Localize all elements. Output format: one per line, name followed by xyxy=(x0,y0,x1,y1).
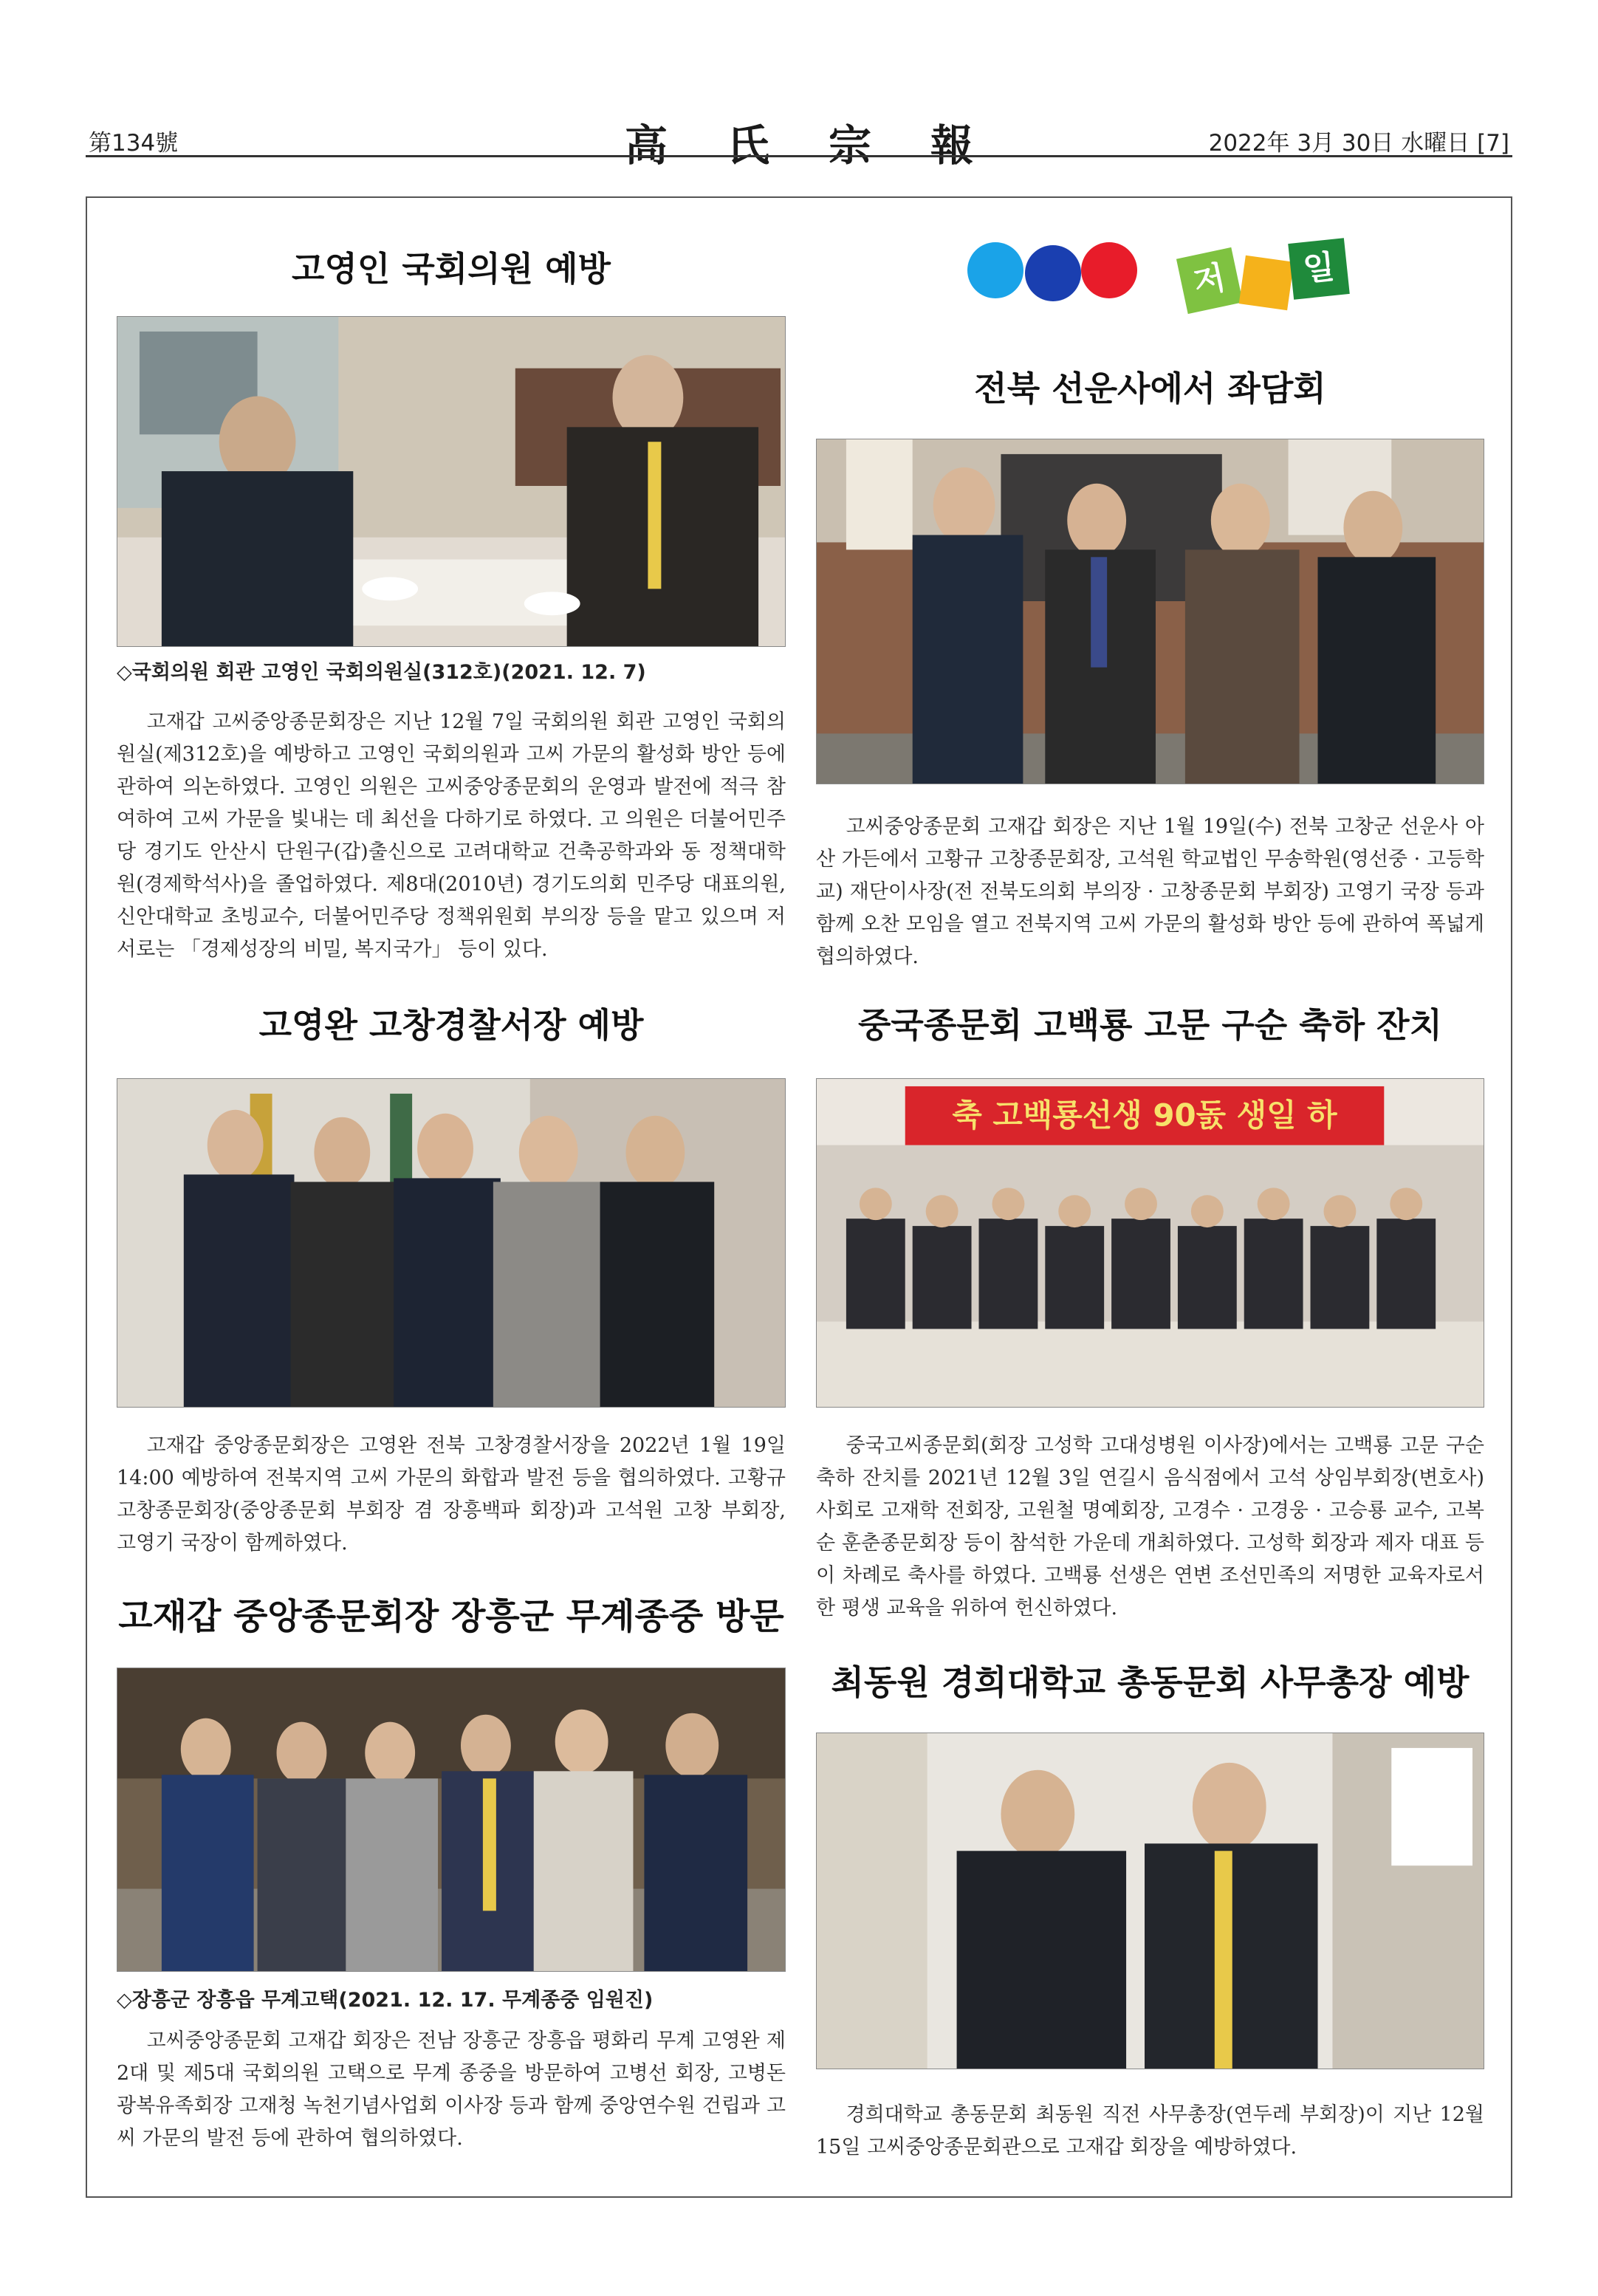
headline-a1: 고영인 국회의원 예방 xyxy=(292,249,611,289)
body-a6: 경희대학교 총동문회 최동원 직전 사무총장(연두레 부회장)이 지난 12월 15일 고씨중앙종문회관으로 고재갑 회장을 예방하였다. xyxy=(816,2103,1484,2159)
logo-square-2 xyxy=(1239,256,1294,311)
photo-a4 xyxy=(816,1078,1484,1408)
logo-dot-3 xyxy=(1081,242,1137,298)
headline-a2: 전북 선운사에서 좌담회 xyxy=(974,369,1326,408)
headline-a6: 최동원 경희대학교 총동문회 사무총장 예방 xyxy=(831,1662,1470,1702)
body-a4: 중국고씨종문회(회장 고성학 고대성병원 이사장)에서는 고백룡 고문 구순 축하 잔치를 2021년 12월 3일 연길시 음식점에서 고석 상임부회장(변호사) 사회로 고재학 전회장, 고원철 명예회장, 고경수 · 고경웅 · 고승룡 교수, 고복순 훈춘종문회장 등이 참석한 가운데 개최하였다. 고성학 회장과 제자 대표 등이 차례로 축사를 하였다. 고백룡 선생은 연변 조선민족의 저명한 교육자로서 한 평생 교육을 위하여 헌신하였다. xyxy=(816,1434,1484,1620)
issue-number: 第134號 xyxy=(89,130,179,157)
caption-a5: ◇장흥군 장흥읍 무계고택(2021. 12. 17. 무계종중 임원진) xyxy=(117,1989,654,2012)
logo-square-3: 일 xyxy=(1288,238,1350,300)
photo-a6 xyxy=(816,1733,1484,2069)
photo-a5 xyxy=(117,1668,786,1972)
body-a1: 고재갑 고씨중앙종문회장은 지난 12월 7일 국회의원 회관 고영인 국회의원실(제312호)을 예방하고 고영인 국회의원과 고씨 가문의 활성화 방안 등에 관하여 의논하였다. 고영인 의원은 고씨중앙종문회의 운영과 발전에 적극 참여하여 고씨 가문을 빛내는 데 최선을 다하기로 하였다. 고 의원은 더불어민주당 경기도 안산시 단원구(갑)출신으로 고려대학교 건축공학과와 동 정책대학원(경제학석사)을 졸업하였다. 제8대(2010년) 경기도의회 민주당 대표의원, 신안대학교 초빙교수, 더불어민주당 정책위원회 부의장 등을 맡고 있으며 저서로는 「경제성장의 비밀, 복지국가」 등이 있다. xyxy=(117,710,786,961)
headline-a5: 고재갑 중앙종문회장 장흥군 무계종중 방문 xyxy=(118,1596,784,1637)
issue-date: 2022年 3月 30日 水曜日 [7] xyxy=(1208,130,1509,157)
logo-dot-2 xyxy=(1025,245,1081,301)
photo-a2 xyxy=(816,439,1484,784)
caption-a1: ◇국회의원 회관 고영인 국회의원실(312호)(2021. 12. 7) xyxy=(117,661,646,684)
banner-text: 축 고백룡선생 90돐 생일 하 xyxy=(952,1097,1337,1134)
photo-a1 xyxy=(117,316,786,647)
body-a2: 고씨중앙종문회 고재갑 회장은 지난 1월 19일(수) 전북 고창군 선운사 아산 가든에서 고황규 고창종문회장, 고석원 학교법인 무송학원(영선중 · 고등학교) 재단이사장(전 전북도의회 부의장 · 고창종문회 부회장) 고영기 국장 등과 함께 오찬 모임을 열고 전북지역 고씨 가문의 활성화 방안 등에 관하여 폭넓게 협의하였다. xyxy=(816,815,1484,968)
headline-a3: 고영완 고창경찰서장 예방 xyxy=(258,1005,644,1045)
photo-a3 xyxy=(117,1078,786,1408)
section-logo xyxy=(960,236,1374,310)
body-a5: 고씨중앙종문회 고재갑 회장은 전남 장흥군 장흥읍 평화리 무계 고영완 제2대 및 제5대 국회의원 고택으로 무계 종중을 방문하여 고병선 회장, 고병돈 광복유족회장 고재청 녹천기념사업회 이사장 등과 함께 중앙연수원 건립과 고씨 가문의 발전 등에 관하여 협의하였다. xyxy=(117,2029,786,2150)
logo-square-1: 저 xyxy=(1176,247,1243,314)
header-rule xyxy=(86,155,1512,157)
body-a3: 고재갑 중앙종문회장은 고영완 전북 고창경찰서장을 2022년 1월 19일 14:00 예방하여 전북지역 고씨 가문의 화합과 발전 등을 협의하였다. 고황규 고창종문회장(중앙종문회 부회장 겸 장흥백파 회장)과 고석원 고창 부회장, 고영기 국장이 함께하였다. xyxy=(117,1434,786,1555)
logo-dot-1 xyxy=(967,242,1023,298)
newspaper-title: 高氏宗報 xyxy=(624,120,1032,171)
headline-a4: 중국종문회 고백룡 고문 구순 축하 잔치 xyxy=(857,1005,1443,1045)
